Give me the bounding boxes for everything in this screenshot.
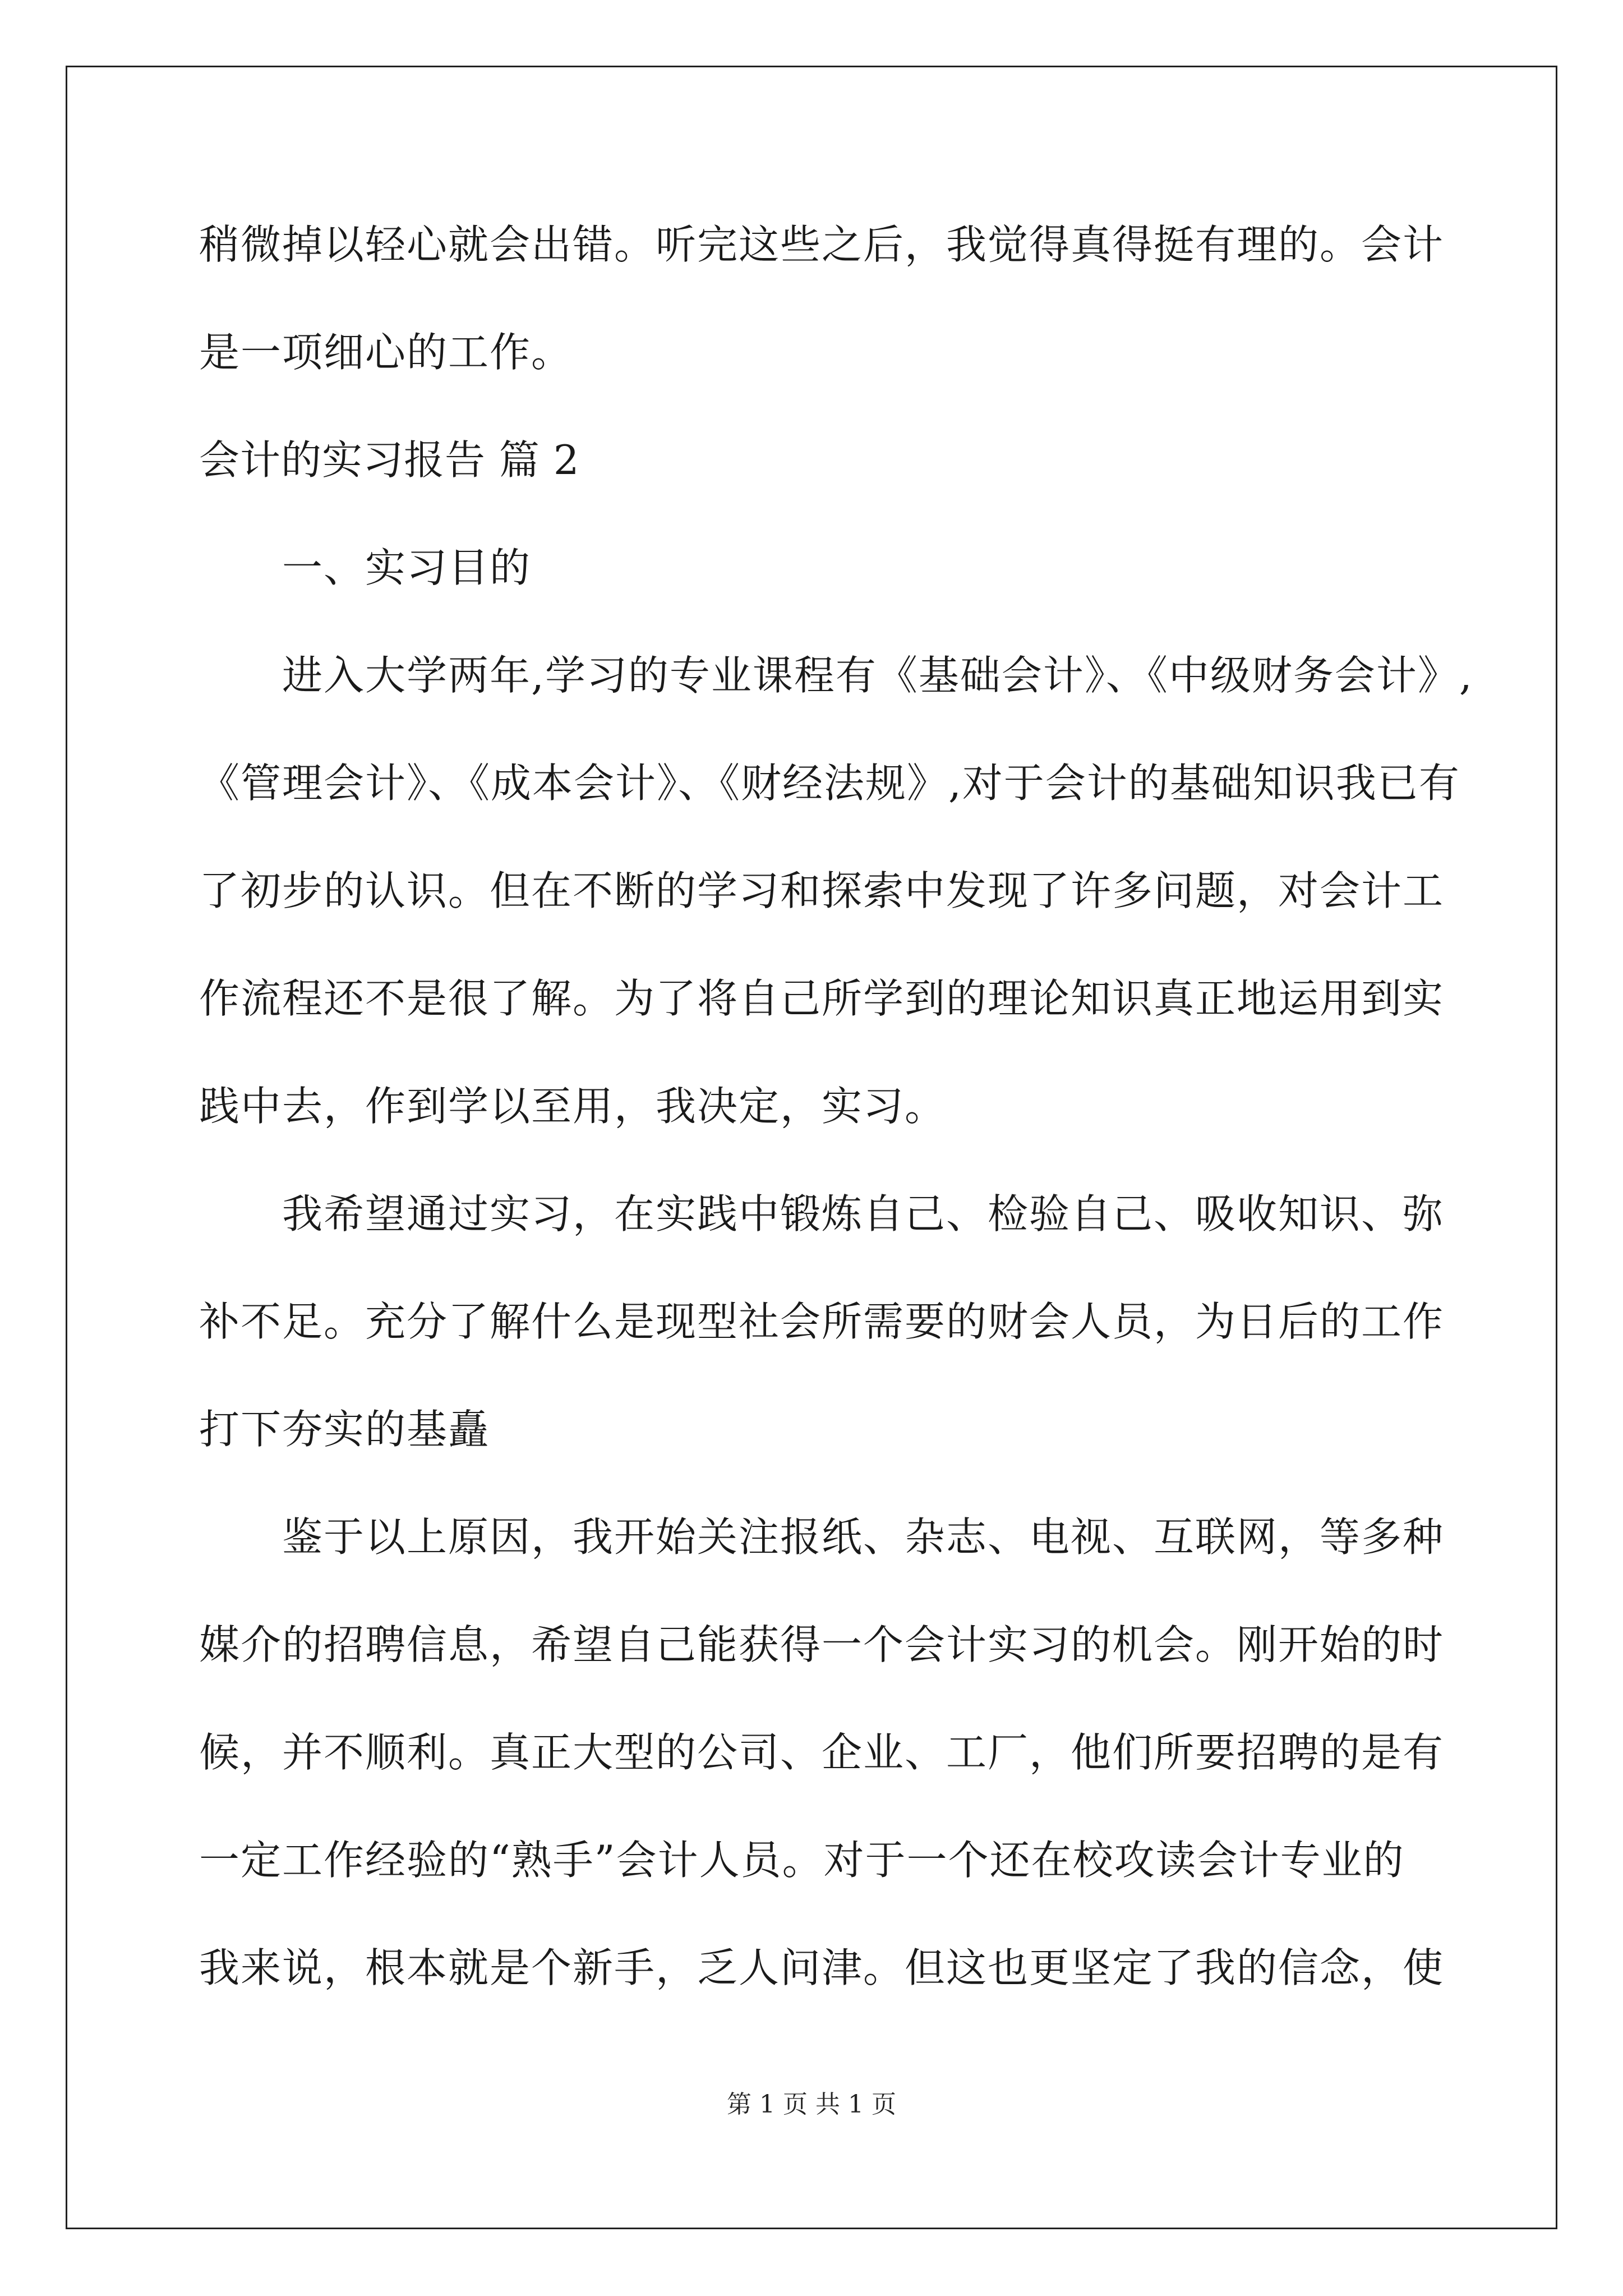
paragraph-line: 鉴于以上原因，我开始关注报纸、杂志、电视、互联网，等多种 bbox=[282, 1513, 1445, 1561]
paragraph-line: 我希望通过实习，在实践中锻炼自己、检验自己、吸收知识、弥 bbox=[282, 1190, 1445, 1237]
paragraph-line: 我来说，根本就是个新手，乏人问津。但这也更坚定了我的信念，使 bbox=[199, 1944, 1445, 1991]
paragraph-line: 了初步的认识。但在不断的学习和探索中发现了许多问题，对会计工 bbox=[199, 867, 1445, 914]
paragraph-line: 《管理会计》、《成本会计》、《财经法规》,对于会计的基础知识我已有 bbox=[199, 760, 1460, 807]
paragraph-line: 践中去，作到学以至用，我决定，实习。 bbox=[199, 1083, 947, 1130]
paragraph-line: 进入大学两年,学习的专业课程有《基础会计》、《中级财务会计》, bbox=[282, 652, 1473, 699]
subheading: 一、实习目的 bbox=[282, 544, 532, 591]
paragraph-line: 媒介的招聘信息，希望自己能获得一个会计实习的机会。刚开始的时 bbox=[199, 1621, 1445, 1668]
page-footer: 第 1 页 共 1 页 bbox=[727, 2090, 896, 2119]
paragraph-line: 打下夯实的基矗 bbox=[199, 1406, 490, 1453]
text-line: 是一项细心的工作。 bbox=[199, 329, 573, 376]
section-heading: 会计的实习报告 篇 2 bbox=[199, 436, 580, 484]
text-line: 稍微掉以轻心就会出错。听完这些之后，我觉得真得挺有理的。会计 bbox=[199, 221, 1445, 268]
paragraph-line: 补不足。充分了解什么是现型社会所需要的财会人员，为日后的工作 bbox=[199, 1298, 1445, 1345]
document-body bbox=[199, 213, 1472, 2044]
paragraph-line: 作流程还不是很了解。为了将自己所学到的理论知识真正地运用到实 bbox=[199, 975, 1445, 1022]
paragraph-line: 一定工作经验的“熟手”会计人员。对于一个还在校攻读会计专业的 bbox=[199, 1837, 1405, 1884]
paragraph-line: 候，并不顺利。真正大型的公司、企业、工厂，他们所要招聘的是有 bbox=[199, 1729, 1445, 1776]
